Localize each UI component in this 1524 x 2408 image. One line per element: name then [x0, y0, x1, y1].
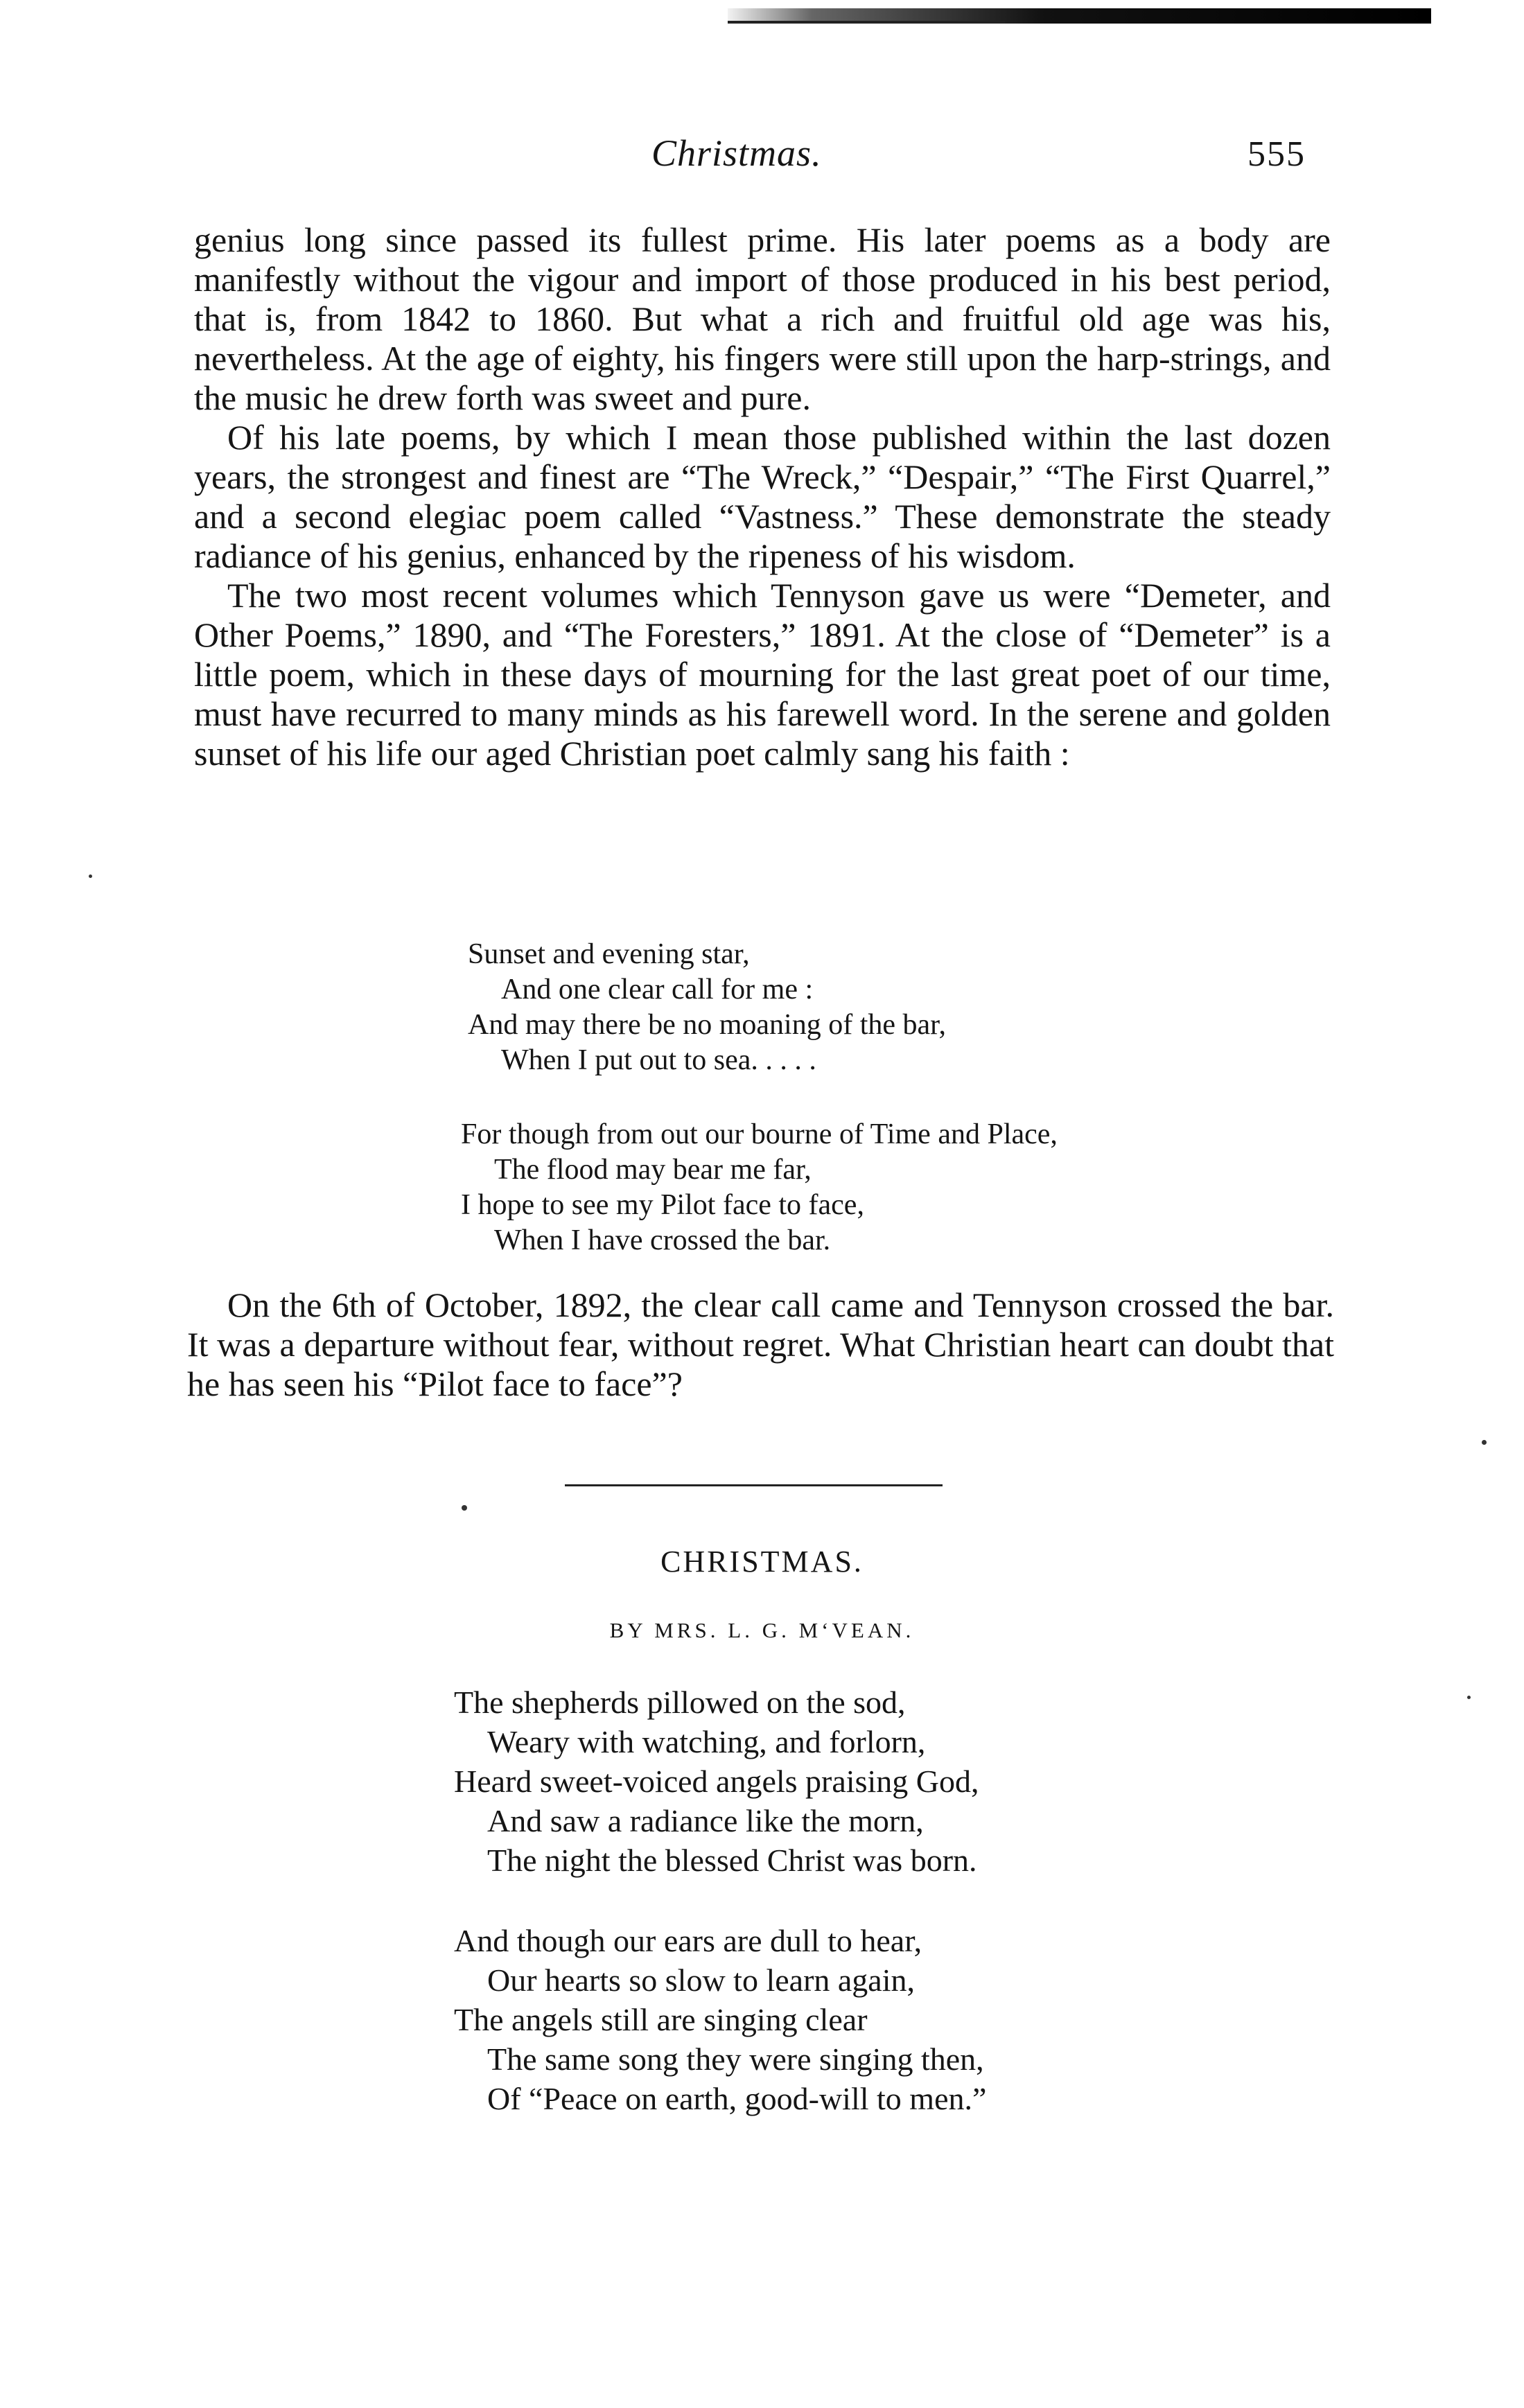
poem-line: The shepherds pillowed on the sod,: [454, 1685, 906, 1720]
christmas-poem-stanza-2: [454, 1921, 986, 2118]
verse-line: And one clear call for me :: [501, 974, 814, 1005]
essay-paragraph-1: genius long since passed its fullest prime. His later poems as a body are manifestly without the vigour and import of those produced in his best period, that is, from 1842 to 1860. But what a rich and fruitful old age was his, nevertheless. At the age of eighty, his fingers were still upon the harp-strings, and the music he drew forth was sweet and pure.: [194, 220, 1331, 417]
verse-line: When I put out to sea. . . . .: [501, 1044, 816, 1076]
running-title: Christmas.: [651, 132, 822, 174]
verse-line: For though from out our bourne of Time and Place,: [461, 1118, 1058, 1150]
verse-line: I hope to see my Pilot face to face,: [461, 1189, 864, 1221]
essay-body: [194, 220, 1331, 773]
poem-line: Weary with watching, and forlorn,: [487, 1724, 926, 1759]
poem-title: CHRISTMAS.: [660, 1545, 864, 1579]
verse-line: Sunset and evening star,: [468, 938, 750, 970]
quoted-poem-stanza-1: [468, 937, 946, 1078]
quoted-poem-stanza-2: [461, 1117, 1058, 1258]
verse-line: When I have crossed the bar.: [494, 1224, 831, 1256]
page-number: 555: [1247, 134, 1306, 174]
stray-mark: [89, 875, 92, 878]
poem-line: And though our ears are dull to hear,: [454, 1923, 922, 1958]
poem-byline: BY MRS. L. G. M‘VEAN.: [609, 1618, 915, 1642]
essay-paragraph-2: Of his late poems, by which I mean those published within the last dozen years, the strongest and finest are “The Wreck,” “Despair,” “The First Quarrel,” and a second elegiac poem called “Vastness.” These demonstrate the steady radiance of his genius, enhanced by the ripeness of his wisdom.: [194, 418, 1331, 575]
top-scan-rule-thin: [728, 21, 1005, 24]
christmas-poem-stanza-1: [454, 1682, 979, 1880]
poem-line: And saw a radiance like the morn,: [487, 1803, 924, 1838]
stray-mark: [1467, 1696, 1471, 1699]
stray-mark: [462, 1505, 467, 1511]
closing-paragraph: On the 6th of October, 1892, the clear call came and Tennyson crossed the bar. It was a departure without fear, without regret. What Christian heart can doubt that he has seen his “Pilot face to face”?: [187, 1285, 1334, 1403]
poem-line: Our hearts so slow to learn again,: [487, 1962, 916, 1998]
essay-paragraph-3: The two most recent volumes which Tennyson gave us were “Demeter, and Other Poems,” 1890, and “The Foresters,” 1891. At the close of “Demeter” is a little poem, which in these days of mourning for the last great poet of our time, must have recurred to many minds as his farewell word. In the serene and golden sunset of his life our aged Christian poet calmly sang his faith :: [194, 576, 1331, 773]
poem-line: The angels still are singing clear: [454, 2002, 868, 2037]
poem-line: The night the blessed Christ was born.: [487, 1843, 977, 1878]
section-divider: [565, 1484, 943, 1486]
poem-line: Heard sweet-voiced angels praising God,: [454, 1764, 979, 1799]
poem-line: The same song they were singing then,: [487, 2041, 984, 2077]
verse-line: And may there be no moaning of the bar,: [468, 1009, 946, 1041]
essay-closing: [187, 1285, 1334, 1404]
stray-mark: [1482, 1440, 1487, 1445]
poem-line: Of “Peace on earth, good-will to men.”: [487, 2081, 987, 2116]
verse-line: The flood may bear me far,: [494, 1154, 812, 1186]
